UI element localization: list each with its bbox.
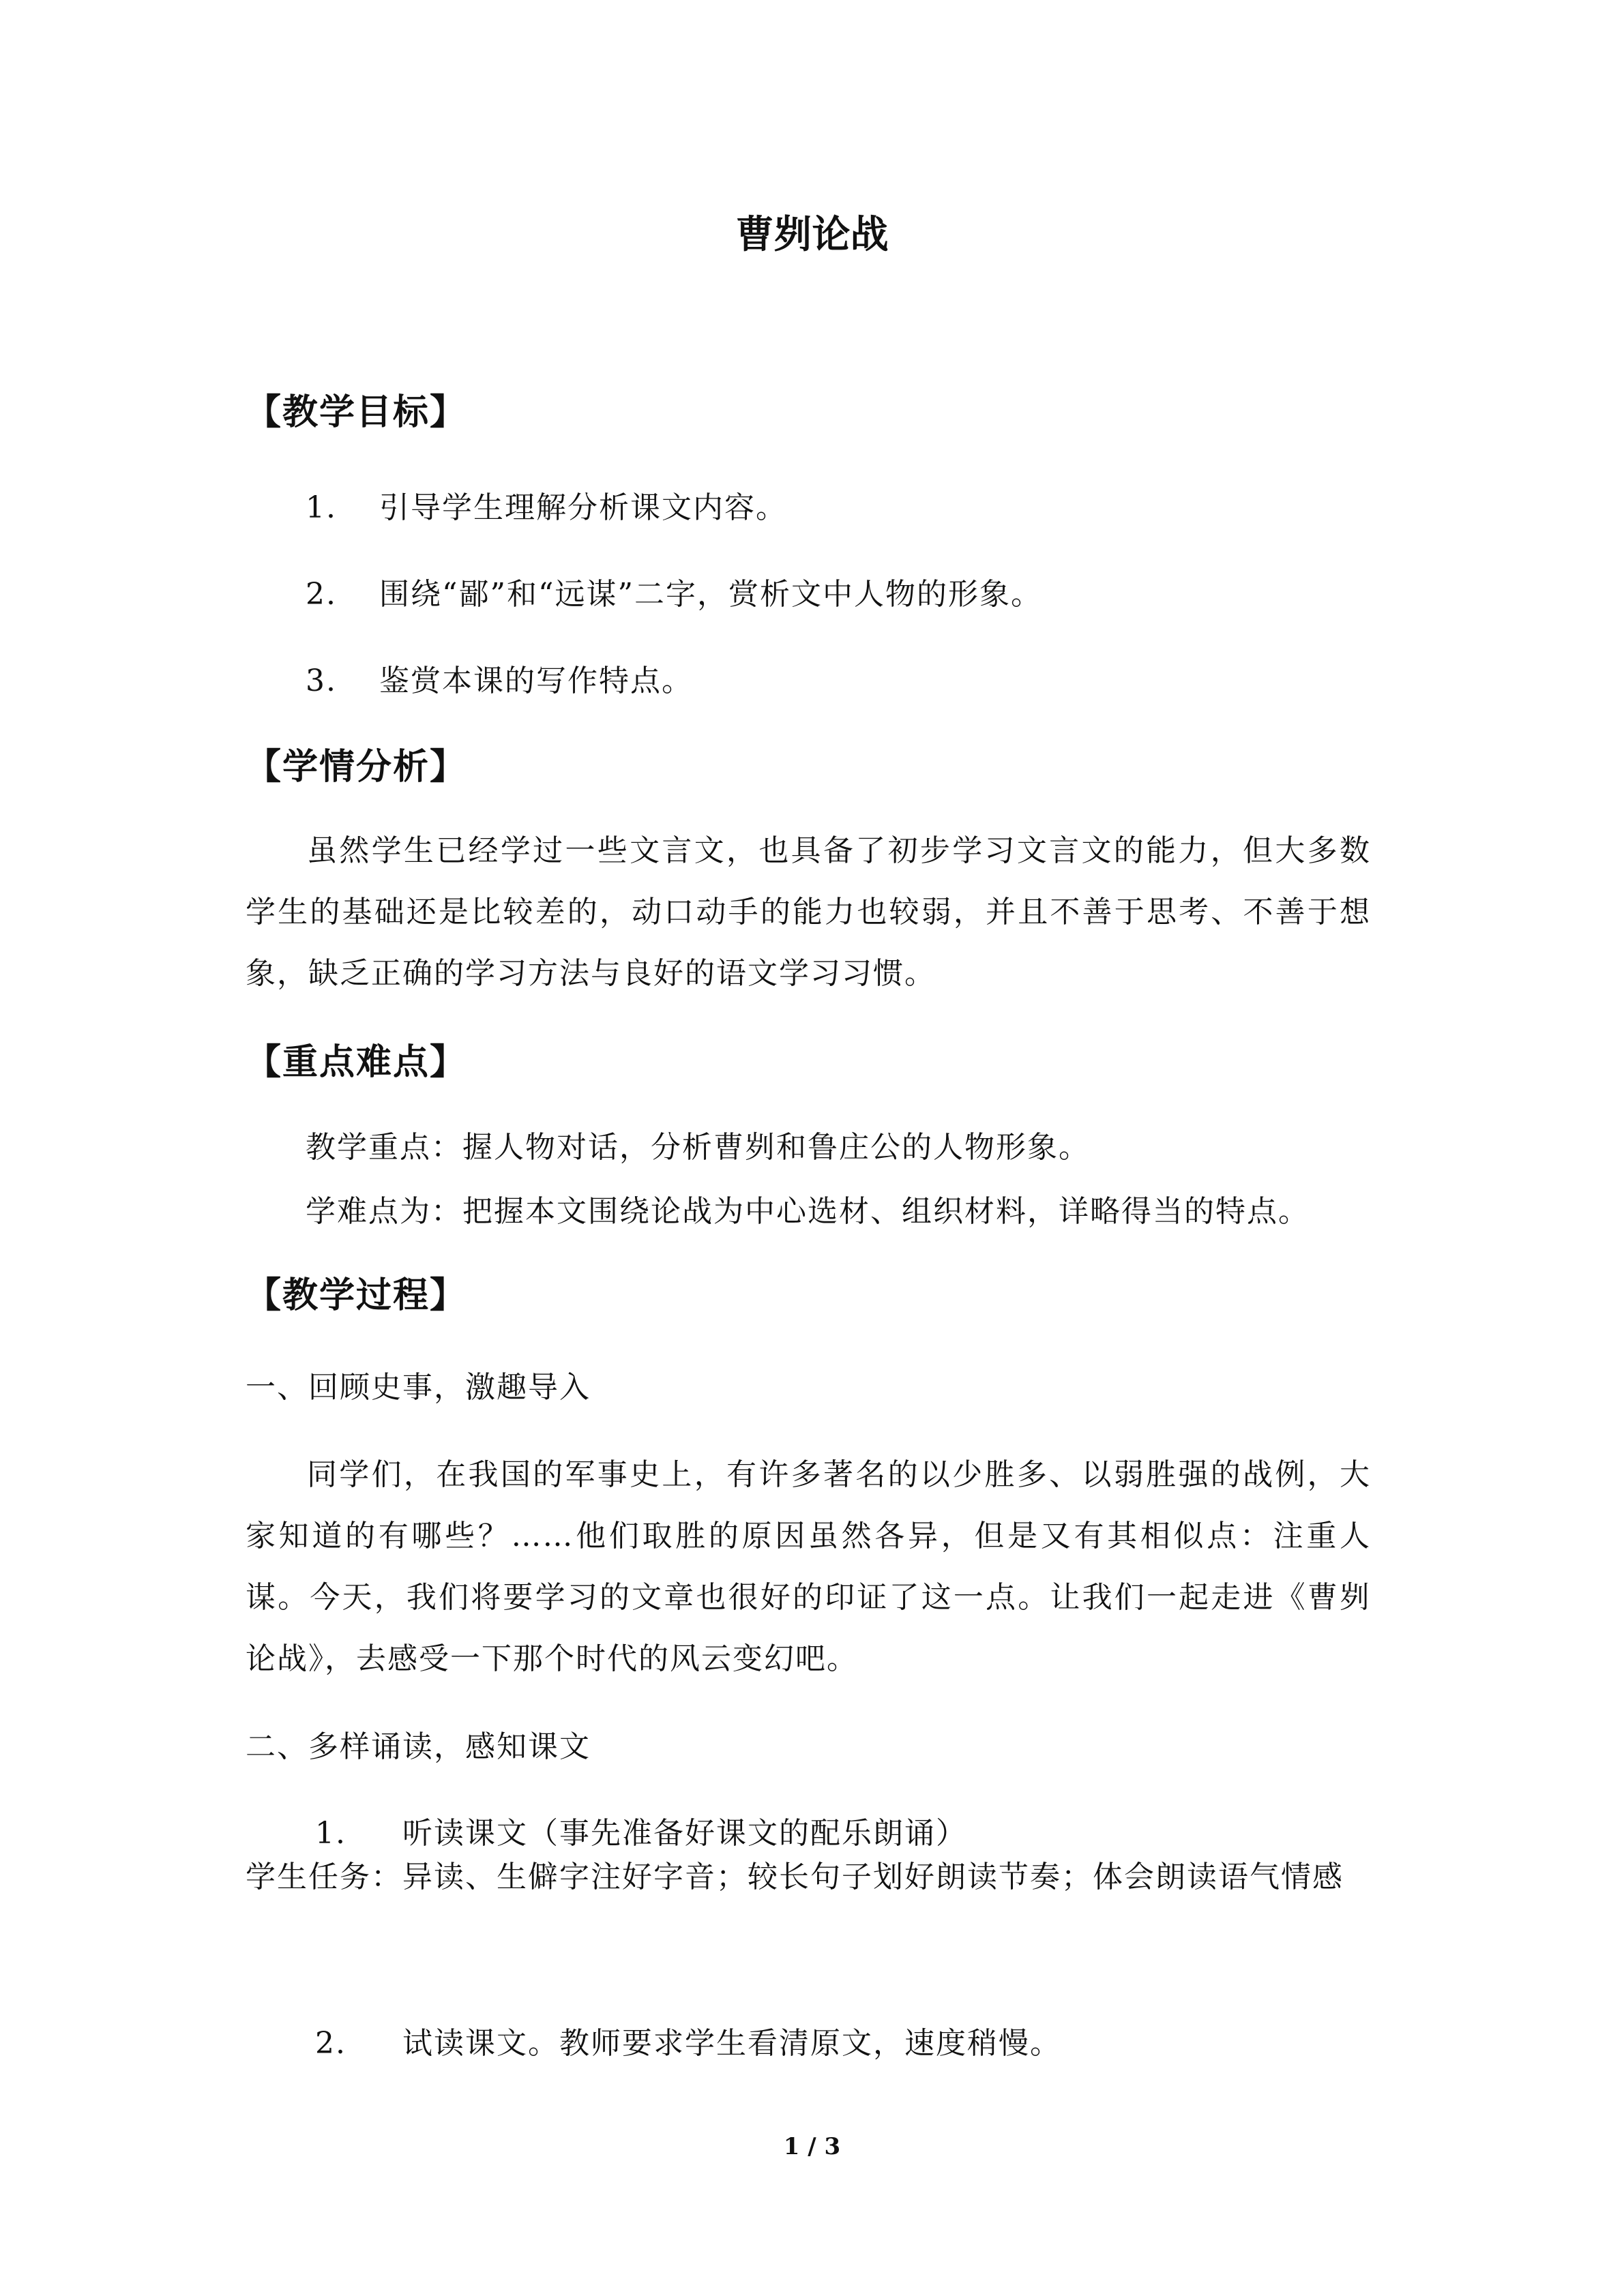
goal-text: 引导学生理解分析课文内容。 [379, 490, 787, 525]
page-title: 曹刿论战 [735, 213, 889, 257]
analysis-heading: 【学情分析】 [246, 747, 467, 788]
key-points-heading: 【重点难点】 [246, 1042, 467, 1083]
section-2-title: 二、多样诵读，感知课文 [246, 1729, 591, 1764]
section-1-paragraph: 同学们，在我国的军事史上，有许多著名的以少胜多、以弱胜强的战例，大家知道的有哪些？……他们取胜的原因虽然各异，但是又有其相似点：注重人谋。今天，我们将要学习的文章也很好的印证了这一点。让我们一起走进《曹刿论战》，去感受一下那个时代的风云变幻吧。 [246, 1457, 1371, 1676]
key-point-difficulty: 学难点为：把握本文围绕论战为中心选材、组织材料，详略得当的特点。 [306, 1194, 1310, 1229]
step-1-task: 学生任务：异读、生僻字注好字音；较长句子划好朗读节奏；体会朗读语气情感 [246, 1860, 1344, 1894]
analysis-paragraph: 虽然学生已经学过一些文言文，也具备了初步学习文言文的能力，但大多数学生的基础还是比较差的，动口动手的能力也较弱，并且不善于思考、不善于想象，缺乏正确的学习方法与良好的语文学习习惯。 [246, 833, 1371, 991]
goal-item-1 [306, 483, 787, 526]
step-number: 1. [315, 1816, 346, 1851]
section-1-title: 一、回顾史事，激趣导入 [246, 1370, 591, 1405]
step-text: 试读课文。教师要求学生看清原文，速度稍慢。 [402, 2026, 1061, 2061]
goal-text: 围绕“鄙”和“远谋”二字，赏析文中人物的形象。 [379, 577, 1042, 612]
goal-text: 鉴赏本课的写作特点。 [379, 664, 693, 698]
goal-number: 2. [306, 577, 337, 612]
step-1 [315, 1808, 967, 1852]
step-2 [315, 2018, 1061, 2062]
goal-item-3 [306, 656, 693, 700]
goal-number: 3. [306, 664, 337, 698]
process-heading: 【教学过程】 [246, 1275, 467, 1316]
goal-number: 1. [306, 490, 337, 525]
step-text: 听读课文（事先准备好课文的配乐朗诵） [402, 1816, 967, 1851]
key-point-focus: 教学重点：握人物对话，分析曹刿和鲁庄公的人物形象。 [306, 1130, 1090, 1165]
goal-item-2 [306, 569, 1042, 613]
page-number: 1 / 3 [783, 2133, 841, 2160]
goals-heading: 【教学目标】 [246, 392, 467, 433]
step-number: 2. [315, 2026, 346, 2061]
